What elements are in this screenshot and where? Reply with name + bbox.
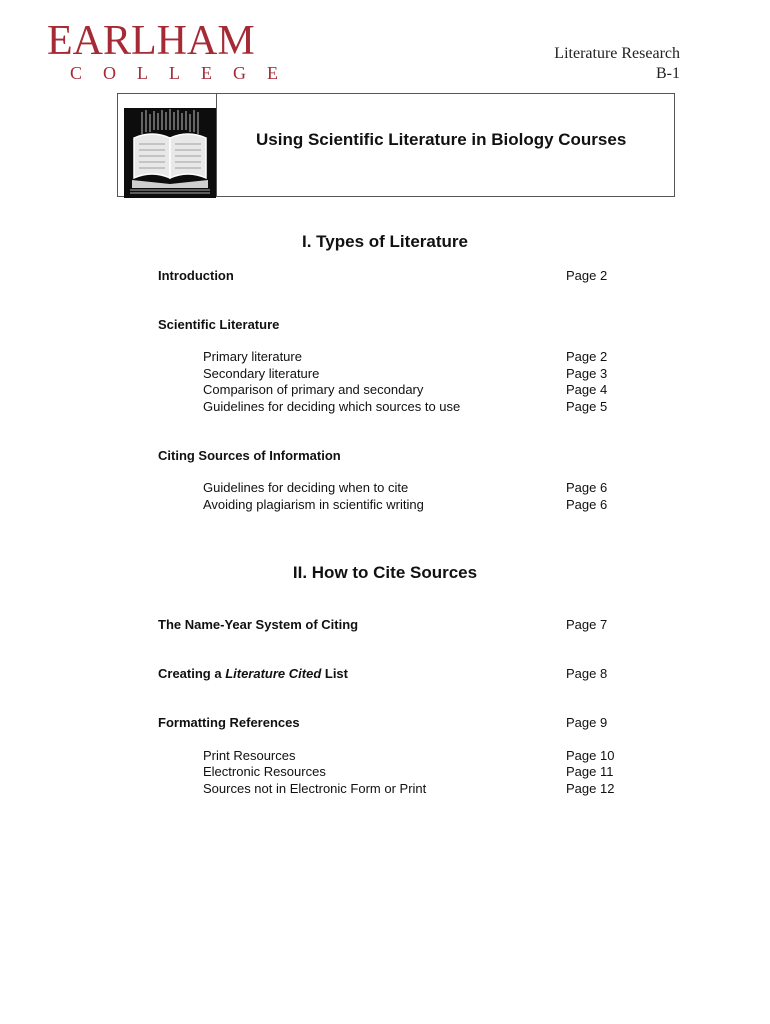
college-logo-wordmark: EARLHAM bbox=[47, 18, 255, 64]
toc-label: Formatting References bbox=[158, 715, 300, 730]
toc-label: Primary literature bbox=[203, 349, 302, 364]
toc-page: Page 6 bbox=[566, 480, 608, 495]
toc-label: Print Resources bbox=[203, 747, 296, 763]
toc-label: Scientific Literature bbox=[158, 317, 280, 332]
toc-page: Page 7 bbox=[566, 617, 608, 632]
toc-label-suffix: List bbox=[321, 666, 348, 681]
book-icon bbox=[124, 108, 216, 198]
toc-label-prefix: Creating a bbox=[158, 666, 226, 681]
toc-page: Page 2 bbox=[566, 268, 608, 283]
toc-page: Page 12 bbox=[566, 780, 615, 796]
toc-label: The Name-Year System of Citing bbox=[158, 617, 359, 632]
toc-label: Secondary literature bbox=[203, 365, 320, 381]
college-logo-subtitle: COLLEGE bbox=[70, 63, 299, 83]
toc-page: Page 11 bbox=[566, 764, 614, 779]
document-title: Using Scientific Literature in Biology Courses bbox=[256, 130, 627, 149]
toc-page: Page 8 bbox=[566, 666, 608, 681]
toc-label: Comparison of primary and secondary bbox=[203, 382, 424, 397]
toc-label: Guidelines for deciding when to cite bbox=[203, 480, 409, 495]
toc-label: Guidelines for deciding which sources to use bbox=[203, 398, 461, 414]
section-heading-types: I. Types of Literature bbox=[302, 232, 468, 251]
toc-label: Citing Sources of Information bbox=[158, 448, 341, 463]
toc-label-italic: Literature Cited bbox=[225, 666, 322, 681]
toc-label: Electronic Resources bbox=[203, 764, 326, 779]
title-box bbox=[117, 93, 675, 197]
header-line-1: Literature Research bbox=[554, 45, 680, 62]
toc-page: Page 10 bbox=[566, 747, 615, 763]
toc-page: Page 5 bbox=[566, 398, 608, 414]
section-heading-cite: II. How to Cite Sources bbox=[292, 563, 478, 582]
header-line-2: B-1 bbox=[656, 65, 680, 82]
toc-page: Page 3 bbox=[566, 365, 608, 381]
title-box-divider bbox=[216, 94, 217, 196]
toc-page: Page 2 bbox=[566, 349, 608, 364]
toc-label: Avoiding plagiarism in scientific writing bbox=[203, 496, 424, 512]
toc-page: Page 6 bbox=[566, 496, 608, 512]
toc-page: Page 4 bbox=[566, 382, 608, 397]
toc-page: Page 9 bbox=[566, 715, 608, 730]
toc-label: Introduction bbox=[158, 268, 234, 283]
toc-label: Sources not in Electronic Form or Print bbox=[203, 780, 427, 796]
toc-label bbox=[158, 666, 348, 683]
header-reference bbox=[554, 44, 680, 84]
